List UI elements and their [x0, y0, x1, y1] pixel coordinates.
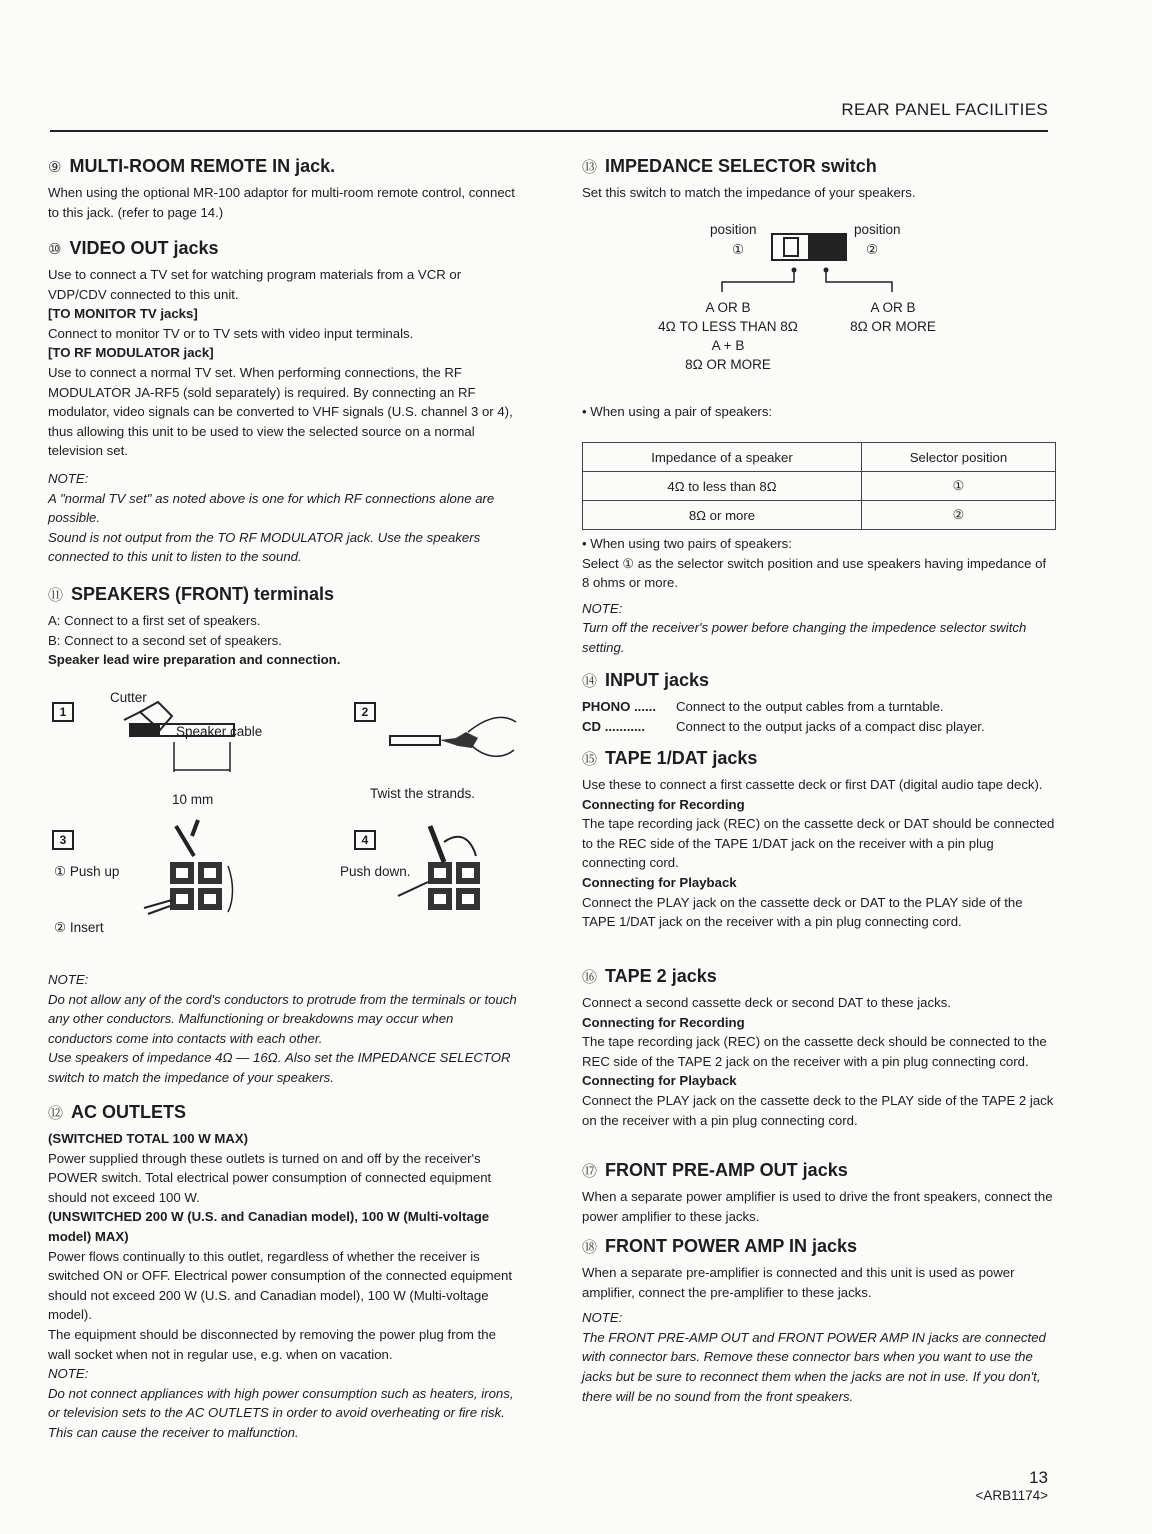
section-title: ⑭ INPUT jacks [582, 670, 710, 690]
section-multi-room-remote [48, 156, 520, 222]
note-text: Turn off the receiver's power before changing the impedence selector switch setting. [582, 620, 1027, 655]
paragraph: Use to connect a normal TV set. When performing connections, the RF MODULATOR JA-RF5 (sold separately) is required. By connecting an RF modulator, video signals can be converted to VHF signals (U.S. channel 3 or 4), thus allowing this unit to be used to view the selected source on a normal television set. [48, 364, 513, 459]
position-2-label: position [854, 222, 901, 237]
section-front-pre-amp-out [582, 1160, 1056, 1226]
subheading: Connecting for Recording [582, 796, 745, 812]
section-title: ⑰ FRONT PRE-AMP OUT jacks [582, 1160, 848, 1180]
paragraph: B: Connect to a second set of speakers. [48, 632, 282, 648]
paragraph: The equipment should be disconnected by removing the power plug from the wall socket when not in regular use, e.g. when on vacation. [48, 1326, 496, 1362]
step-number: 4 [354, 830, 376, 850]
section-title: ⑩ VIDEO OUT jacks [48, 238, 219, 258]
section-title: ⑨ MULTI-ROOM REMOTE IN jack. [48, 156, 336, 176]
note-text: Sound is not output from the TO RF MODULATOR jack. Use the speakers connected to this unit to listen to the sound. [48, 529, 481, 565]
page-header: REAR PANEL FACILITIES [841, 100, 1048, 119]
paragraph: The tape recording jack (REC) on the cassette deck should be connected to the REC side of the TAPE 2 jack on the receiver with a pin plug connecting cord. [582, 1034, 1047, 1069]
push-down-label: Push down. [340, 864, 411, 879]
page-number: 13 [1029, 1468, 1048, 1487]
table-header: Selector position [861, 443, 1055, 472]
paragraph: Connect the PLAY jack on the cassette deck or DAT to the PLAY side of the TAPE 1/DAT jack on the receiver with a pin plug connecting cord. [582, 894, 1023, 930]
table-row [583, 472, 1056, 501]
measure-label: 10 mm [172, 792, 214, 807]
phono-line: PHONO ...... Connect to the output cables from a turntable. [582, 699, 944, 714]
bullet-text: • When using a pair of speakers: [582, 404, 773, 419]
step-number: 3 [52, 830, 74, 850]
document-code: <ARB1174> [975, 1488, 1048, 1503]
step-number: 1 [52, 702, 74, 722]
position-2-description: A OR B 8Ω OR MORE [850, 300, 936, 334]
cd-line: CD ........... Connect to the output jacks of a compact disc player. [582, 718, 985, 734]
position-2-number: ② [866, 242, 879, 257]
paragraph: A: Connect to a first set of speakers. [48, 613, 261, 628]
section-title: ⑬ IMPEDANCE SELECTOR switch [582, 156, 877, 176]
table-cell: ① [861, 472, 1055, 501]
twist-label: Twist the strands. [370, 786, 476, 801]
subheading: [TO RF MODULATOR jack] [48, 345, 214, 361]
note-text: Do not connect appliances with high power consumption such as heaters, irons, or television sets to the AC OUTLETS in order to avoid overheating or fire risk. [48, 1385, 514, 1421]
paragraph: Power flows continually to this outlet, regardless of whether the receiver is switched ON or OFF. Electrical power consumption of the connected equipment should not exceed 200 W (U.S. and Canadian model), 100 W (Multi-voltage model). [48, 1248, 512, 1323]
section-title: ⑱ FRONT POWER AMP IN jacks [582, 1236, 858, 1256]
section-title: ⑫ AC OUTLETS [48, 1102, 187, 1122]
paragraph: Connect a second cassette deck or second DAT to these jacks. [582, 995, 951, 1010]
note-text: This can cause the receiver to malfunction. [48, 1424, 299, 1440]
paragraph: Use these to connect a first cassette deck or first DAT (digital audio tape deck). [582, 777, 1043, 792]
paragraph: Connect the PLAY jack on the cassette deck to the PLAY side of the TAPE 2 jack on the receiver with a pin plug connecting cord. [582, 1092, 1054, 1128]
note-label: NOTE: [582, 1310, 623, 1326]
note-text: The FRONT PRE-AMP OUT and FRONT POWER AMP IN jacks are connected with connector bars. Remove these connector bars when you want to use the jacks but be sure to reconnect them when the jacks are not in use. If you don't, there will be no sound from the front speakers. [582, 1329, 1046, 1404]
position-1-description: A OR B 4Ω TO LESS THAN 8Ω A + B 8Ω OR MORE [658, 300, 798, 372]
section-ac-outlets [48, 1102, 520, 1443]
subheading: Speaker lead wire preparation and connection. [48, 652, 341, 668]
section-speakers-front [48, 584, 520, 670]
push-up-label: ① Push up [54, 864, 120, 879]
step-number: 2 [354, 702, 376, 722]
speaker-wire-figure [48, 686, 520, 956]
subheading: (UNSWITCHED 200 W (U.S. and Canadian model), 100 W (Multi-voltage model) MAX) [48, 1209, 490, 1244]
paragraph: Set this switch to match the impedance of your speakers. [582, 185, 916, 200]
section-tape2 [582, 966, 1056, 1130]
section-title: ⑯ TAPE 2 jacks [582, 966, 717, 986]
subheading: Connecting for Playback [582, 1073, 737, 1089]
note-text: Do not allow any of the cord's conductors to protrude from the terminals or touch any other conductors. Malfunctioning or breakdowns may occur when conductors come into contacts with each other. [48, 991, 517, 1046]
section-video-out [48, 238, 520, 567]
speakers-note [48, 970, 520, 1088]
note-label: NOTE: [48, 1366, 89, 1382]
subheading: Connecting for Recording [582, 1014, 745, 1030]
paragraph: Connect to monitor TV or to TV sets with video input terminals. [48, 325, 414, 341]
note-text: A "normal TV set" as noted above is one for which RF connections alone are possible. [48, 490, 495, 526]
note-label: NOTE: [582, 600, 623, 616]
subheading: [TO MONITOR TV jacks] [48, 306, 198, 322]
insert-label: ② Insert [54, 920, 104, 935]
header-rule [50, 130, 1048, 132]
speaker-cable-label: Speaker cable [176, 724, 263, 739]
position-1-label: position [710, 222, 757, 237]
impedance-table [582, 442, 1056, 530]
section-title: ⑮ TAPE 1/DAT jacks [582, 748, 758, 768]
note-label: NOTE: [48, 470, 89, 486]
position-1-number: ① [732, 242, 745, 257]
section-title: ⑪ SPEAKERS (FRONT) terminals [48, 584, 335, 604]
section-tape1-dat [582, 748, 1056, 932]
note-text: Use speakers of impedance 4Ω — 16Ω. Also set the IMPEDANCE SELECTOR switch to match the impedance of your speakers. [48, 1050, 511, 1085]
paragraph: Select ① as the selector switch position and use speakers having impedance of 8 ohms or more. [582, 555, 1047, 591]
paragraph: Use to connect a TV set for watching program materials from a VCR or VDP/CDV connected to this unit. [48, 267, 462, 302]
subheading: (SWITCHED TOTAL 100 W MAX) [48, 1131, 249, 1146]
note-label: NOTE: [48, 972, 89, 987]
paragraph: When a separate power amplifier is used to drive the front speakers, connect the power amplifier to these jacks. [582, 1189, 1053, 1224]
table-row [583, 501, 1056, 530]
table-cell: ② [861, 501, 1055, 530]
paragraph: Power supplied through these outlets is turned on and off by the receiver's POWER switch. Total electrical power consumption of connected equipment should not exceed 100 W. [48, 1150, 492, 1205]
paragraph: When using the optional MR-100 adaptor for multi-room remote control, connect to this jack. (refer to page 14.) [48, 185, 515, 220]
cutter-label: Cutter [110, 690, 147, 705]
two-pairs-block [582, 534, 1056, 658]
paragraph: When a separate pre-amplifier is connected and this unit is used as power amplifier, connect the pre-amplifier to these jacks. [582, 1265, 1015, 1300]
subheading: Connecting for Playback [582, 874, 737, 890]
section-front-power-amp-in [582, 1236, 1056, 1406]
section-input-jacks [582, 670, 1056, 736]
section-impedance-selector [582, 156, 1056, 676]
paragraph: The tape recording jack (REC) on the cassette deck or DAT should be connected to the REC side of the TAPE 1/DAT jack on the receiver with a pin plug connecting cord. [582, 816, 1055, 871]
table-cell: 4Ω to less than 8Ω [583, 472, 862, 501]
table-header: Impedance of a speaker [583, 443, 862, 472]
table-cell: 8Ω or more [583, 501, 862, 530]
bullet-text: • When using two pairs of speakers: [582, 536, 792, 551]
wire-illustration [48, 686, 520, 956]
